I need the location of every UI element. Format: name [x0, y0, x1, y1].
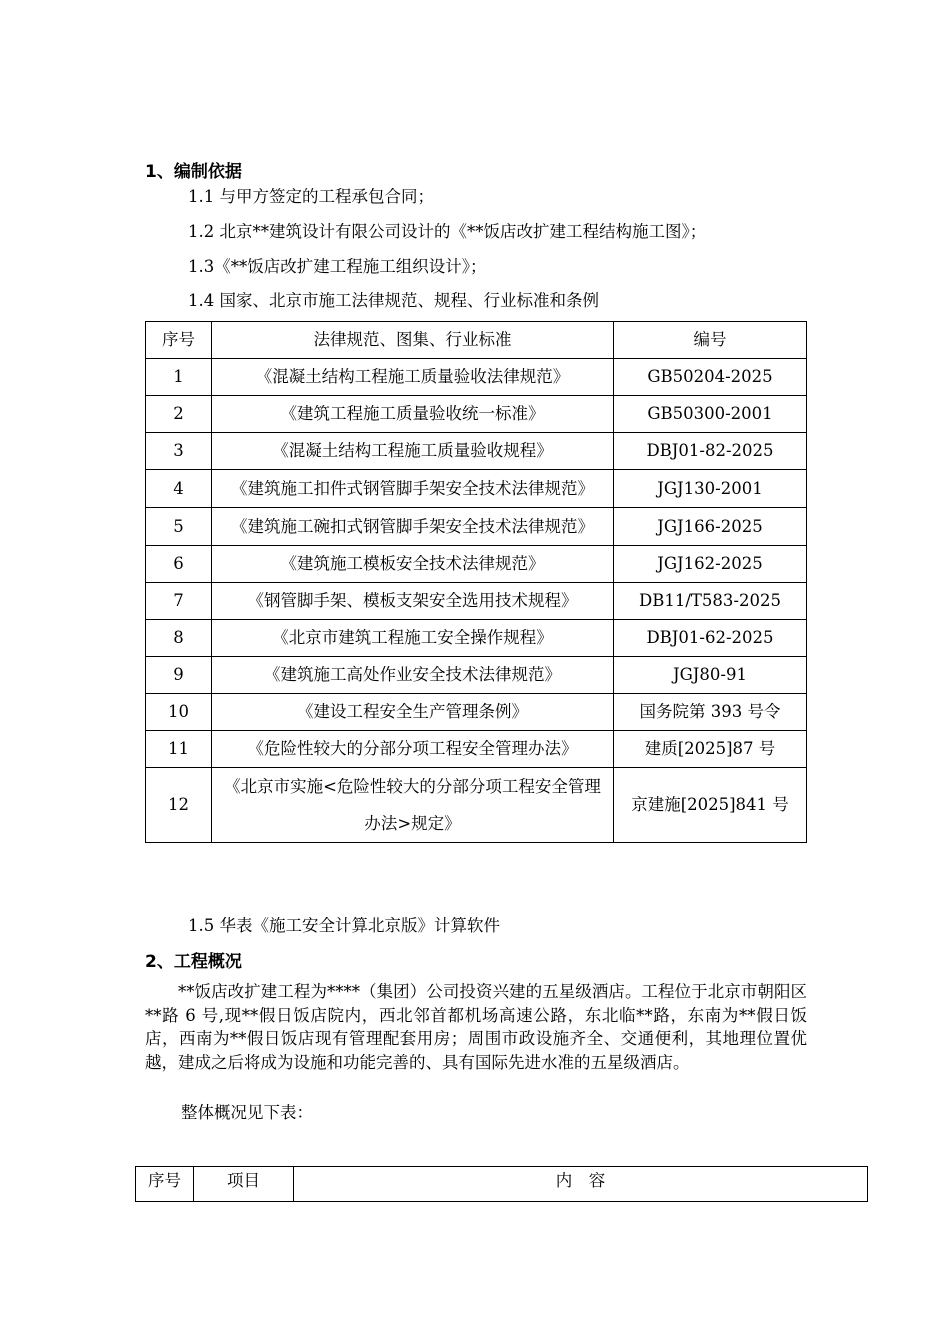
header-no: 序号 — [146, 322, 212, 359]
table-row — [146, 657, 807, 694]
row-code: DBJ01-82-2025 — [614, 433, 807, 470]
row-name: 《危险性较大的分部分项工程安全管理办法》 — [212, 731, 614, 768]
basis-item-4: 1.4 国家、北京市施工法律规范、规程、行业标准和条例 — [188, 291, 599, 310]
basis-item-5: 1.5 华表《施工安全计算北京版》计算软件 — [188, 916, 500, 935]
table-header-row — [146, 322, 807, 359]
row-code: 国务院第 393 号令 — [614, 694, 807, 731]
row-no: 6 — [146, 546, 212, 583]
row-code: DB11/T583-2025 — [614, 583, 807, 620]
table-row — [146, 694, 807, 731]
row-code: GB50300-2001 — [614, 396, 807, 433]
row-no: 1 — [146, 359, 212, 396]
row-no: 11 — [146, 731, 212, 768]
row-code: JGJ80-91 — [614, 657, 807, 694]
header-no: 序号 — [136, 1167, 194, 1202]
row-code: JGJ162-2025 — [614, 546, 807, 583]
header-code: 编号 — [614, 322, 807, 359]
table-row — [146, 583, 807, 620]
row-name: 《北京市建筑工程施工安全操作规程》 — [212, 620, 614, 657]
row-name: 《建筑施工碗扣式钢管脚手架安全技术法律规范》 — [212, 508, 614, 546]
row-name: 《建设工程安全生产管理条例》 — [212, 694, 614, 731]
table-row — [146, 396, 807, 433]
header-name: 法律规范、图集、行业标准 — [212, 322, 614, 359]
row-name: 《建筑施工扣件式钢管脚手架安全技术法律规范》 — [212, 470, 614, 508]
row-code: 建质[2025]87 号 — [614, 731, 807, 768]
row-name: 《建筑工程施工质量验收统一标准》 — [212, 396, 614, 433]
row-no: 12 — [146, 768, 212, 843]
row-no: 9 — [146, 657, 212, 694]
section-1-heading: 1、编制依据 — [145, 162, 242, 182]
table-row — [146, 546, 807, 583]
row-code: 京建施[2025]841 号 — [614, 768, 807, 843]
standards-table — [145, 321, 807, 843]
row-name: 《建筑施工模板安全技术法律规范》 — [212, 546, 614, 583]
row-name: 《钢管脚手架、模板支架安全选用技术规程》 — [212, 583, 614, 620]
row-no: 8 — [146, 620, 212, 657]
basis-item-2: 1.2 北京**建筑设计有限公司设计的《**饭店改扩建工程结构施工图》； — [188, 222, 707, 241]
header-content: 内 容 — [294, 1167, 868, 1202]
overview-paragraph: **饭店改扩建工程为****（集团）公司投资兴建的五星级酒店。工程位于北京市朝阳区**路 6 号,现**假日饭店院内，西北邻首都机场高速公路，东北临**路，东南为**假日饭店，西南为**假日饭店现有管理配套用房；周围市政设施齐全、交通便利，其地理位置优越，建成之后将成为设施和功能完善的、具有国际先进水准的五星级酒店。 — [145, 982, 807, 1072]
table-row — [146, 620, 807, 657]
table-row — [146, 731, 807, 768]
row-no: 2 — [146, 396, 212, 433]
table-row — [146, 470, 807, 508]
table-row — [146, 359, 807, 396]
overview-table — [135, 1166, 868, 1202]
row-no: 4 — [146, 470, 212, 508]
row-name: 《北京市实施<危险性较大的分部分项工程安全管理办法>规定》 — [212, 768, 614, 843]
row-no: 5 — [146, 508, 212, 546]
row-code: JGJ166-2025 — [614, 508, 807, 546]
row-code: JGJ130-2001 — [614, 470, 807, 508]
row-name: 《混凝土结构工程施工质量验收法律规范》 — [212, 359, 614, 396]
header-item: 项目 — [194, 1167, 294, 1202]
row-no: 7 — [146, 583, 212, 620]
row-name: 《混凝土结构工程施工质量验收规程》 — [212, 433, 614, 470]
basis-item-3: 1.3《**饭店改扩建工程施工组织设计》； — [188, 257, 487, 276]
row-no: 3 — [146, 433, 212, 470]
row-code: GB50204-2025 — [614, 359, 807, 396]
row-no: 10 — [146, 694, 212, 731]
row-name: 《建筑施工高处作业安全技术法律规范》 — [212, 657, 614, 694]
table-row — [146, 768, 807, 843]
section-2-heading: 2、工程概况 — [145, 952, 242, 972]
table-row — [146, 433, 807, 470]
row-code: DBJ01-62-2025 — [614, 620, 807, 657]
table-header-row — [136, 1167, 868, 1202]
overview-intro: 整体概况见下表： — [181, 1103, 313, 1122]
basis-item-1: 1.1 与甲方签定的工程承包合同； — [188, 187, 434, 206]
table-row — [146, 508, 807, 546]
